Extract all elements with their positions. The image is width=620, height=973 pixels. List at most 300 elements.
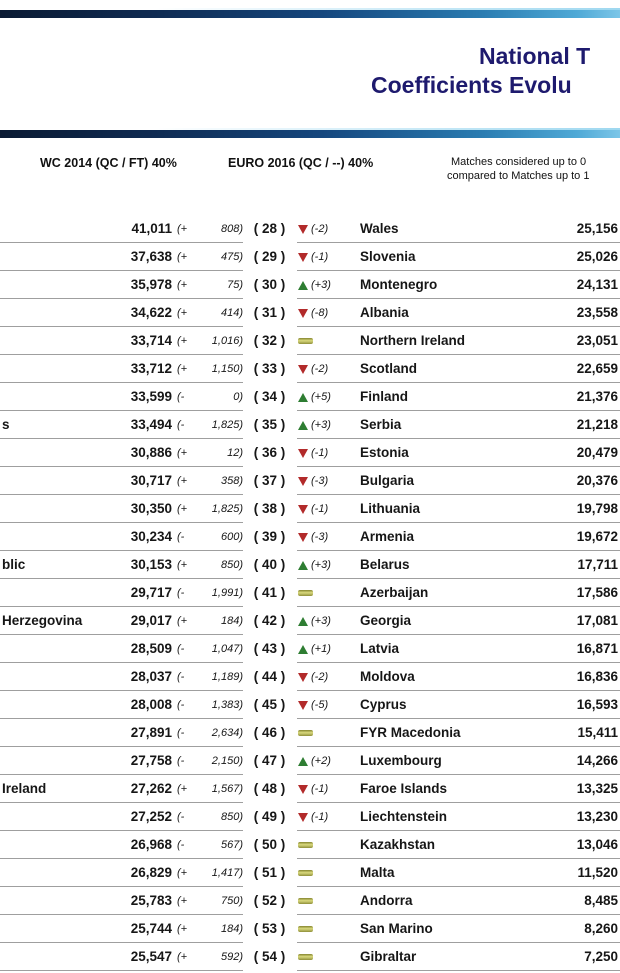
rank-number: ( 34 ) [253, 389, 286, 404]
down-triangle-icon [298, 477, 308, 486]
wc2014-delta [177, 607, 243, 635]
wc2014-delta [177, 299, 243, 327]
delta-amount: 850) [220, 811, 243, 823]
movement-indicator [298, 467, 354, 495]
down-triangle-icon [298, 701, 308, 710]
no-change-icon [298, 954, 313, 960]
rankings-table [0, 215, 620, 971]
movement-indicator [298, 747, 354, 775]
no-change-icon [298, 338, 313, 344]
rank-number: ( 50 ) [253, 837, 286, 852]
movement-indicator [298, 607, 354, 635]
euro2016-coefficient: 25,026 [576, 249, 618, 264]
movement-indicator [298, 495, 354, 523]
row-divider-left [0, 970, 243, 971]
rank-number: ( 54 ) [253, 949, 286, 964]
rank-number: ( 47 ) [253, 753, 286, 768]
wc2014-coefficient: 30,886 [130, 445, 172, 460]
country-name: Georgia [360, 613, 412, 628]
delta-sign: (+ [177, 895, 188, 907]
euro2016-coefficient: 24,131 [576, 277, 618, 292]
movement-indicator [298, 243, 354, 271]
movement-label: (-2) [311, 223, 329, 235]
rank-number: ( 37 ) [253, 473, 286, 488]
wc2014-delta [177, 467, 243, 495]
delta-amount: 600) [220, 531, 243, 543]
wc2014-delta [177, 523, 243, 551]
euro2016-coefficient: 13,046 [576, 837, 618, 852]
wc2014-delta [177, 579, 243, 607]
up-triangle-icon [298, 617, 308, 626]
rank-number: ( 29 ) [253, 249, 286, 264]
delta-sign: (+ [177, 867, 188, 879]
wc2014-delta [177, 747, 243, 775]
delta-sign: (+ [177, 951, 188, 963]
rank-number: ( 40 ) [253, 557, 286, 572]
down-triangle-icon [298, 449, 308, 458]
delta-amount: 358) [220, 475, 243, 487]
column-header-euro2016: EURO 2016 (QC / --) 40% [228, 156, 374, 170]
down-triangle-icon [298, 533, 308, 542]
movement-indicator [298, 383, 354, 411]
delta-sign: (+ [177, 335, 188, 347]
header-divider-bar [0, 130, 620, 138]
rank-number: ( 32 ) [253, 333, 286, 348]
movement-label: (-1) [311, 811, 329, 823]
country-name: Malta [360, 865, 395, 880]
wc2014-delta [177, 803, 243, 831]
table-row [0, 271, 620, 299]
table-row [0, 747, 620, 775]
wc2014-delta [177, 411, 243, 439]
delta-amount: 475) [220, 251, 243, 263]
top-divider-bar [0, 10, 620, 18]
rank-number: ( 38 ) [253, 501, 286, 516]
delta-amount: 750) [220, 895, 243, 907]
table-row [0, 859, 620, 887]
country-name: Gibraltar [360, 949, 417, 964]
table-row [0, 607, 620, 635]
movement-label: (-2) [311, 671, 329, 683]
down-triangle-icon [298, 253, 308, 262]
movement-label: (+3) [311, 615, 331, 627]
country-name: Luxembourg [360, 753, 442, 768]
wc2014-coefficient: 29,017 [130, 613, 172, 628]
up-triangle-icon [298, 281, 308, 290]
left-country-fragment: s [2, 417, 10, 432]
rank-number: ( 48 ) [253, 781, 286, 796]
movement-label: (-1) [311, 447, 329, 459]
rank-number: ( 45 ) [253, 697, 286, 712]
movement-indicator [298, 887, 354, 915]
euro2016-coefficient: 14,266 [576, 753, 618, 768]
table-row [0, 887, 620, 915]
wc2014-delta [177, 719, 243, 747]
delta-amount: 1,417) [211, 867, 243, 879]
up-triangle-icon [298, 421, 308, 430]
wc2014-delta [177, 663, 243, 691]
delta-amount: 808) [220, 223, 243, 235]
rank-number: ( 42 ) [253, 613, 286, 628]
country-name: Montenegro [360, 277, 438, 292]
movement-indicator [298, 803, 354, 831]
wc2014-coefficient: 27,262 [130, 781, 172, 796]
delta-sign: (+ [177, 447, 188, 459]
delta-sign: (+ [177, 363, 188, 375]
left-country-fragment: Herzegovina [2, 613, 83, 628]
matches-note-line1: Matches considered up to 0 [451, 156, 587, 168]
delta-sign: (- [177, 587, 185, 599]
euro2016-coefficient: 17,586 [576, 585, 618, 600]
delta-amount: 414) [220, 307, 243, 319]
wc2014-coefficient: 41,011 [131, 221, 172, 236]
column-header-wc2014: WC 2014 (QC / FT) 40% [40, 156, 177, 170]
wc2014-delta [177, 775, 243, 803]
rank-number: ( 53 ) [253, 921, 286, 936]
country-name: San Marino [360, 921, 433, 936]
country-name: Bulgaria [360, 473, 415, 488]
euro2016-coefficient: 20,376 [576, 473, 618, 488]
wc2014-coefficient: 25,547 [130, 949, 172, 964]
delta-sign: (- [177, 699, 185, 711]
country-name: Northern Ireland [360, 333, 466, 348]
wc2014-coefficient: 27,758 [130, 753, 172, 768]
delta-amount: 184) [220, 923, 243, 935]
table-row [0, 523, 620, 551]
down-triangle-icon [298, 309, 308, 318]
table-row [0, 355, 620, 383]
table-row [0, 915, 620, 943]
rank-number: ( 41 ) [253, 585, 286, 600]
country-name: FYR Macedonia [360, 725, 461, 740]
wc2014-delta [177, 887, 243, 915]
delta-amount: 1,825) [211, 419, 243, 431]
delta-sign: (+ [177, 615, 188, 627]
table-row [0, 691, 620, 719]
movement-label: (-1) [311, 251, 329, 263]
euro2016-coefficient: 21,218 [576, 417, 618, 432]
delta-sign: (- [177, 755, 185, 767]
wc2014-delta [177, 635, 243, 663]
country-name: Cyprus [360, 697, 407, 712]
wc2014-coefficient: 30,234 [130, 529, 172, 544]
delta-sign: (+ [177, 251, 188, 263]
wc2014-coefficient: 25,783 [130, 893, 172, 908]
movement-indicator [298, 523, 354, 551]
wc2014-coefficient: 30,153 [130, 557, 172, 572]
euro2016-coefficient: 16,836 [576, 669, 618, 684]
movement-indicator [298, 271, 354, 299]
movement-label: (-3) [311, 531, 329, 543]
country-name: Estonia [360, 445, 409, 460]
delta-amount: 1,991) [211, 587, 243, 599]
table-row [0, 551, 620, 579]
delta-amount: 1,150) [211, 363, 243, 375]
table-row [0, 215, 620, 243]
matches-note-line2: compared to Matches up to 1 [447, 169, 590, 182]
up-triangle-icon [298, 645, 308, 654]
table-row [0, 299, 620, 327]
wc2014-delta [177, 383, 243, 411]
country-name: Azerbaijan [360, 585, 429, 600]
movement-indicator [298, 663, 354, 691]
rank-number: ( 51 ) [253, 865, 286, 880]
movement-label: (-8) [311, 307, 329, 319]
wc2014-coefficient: 28,037 [130, 669, 172, 684]
table-row [0, 243, 620, 271]
wc2014-delta [177, 215, 243, 243]
rank-number: ( 39 ) [253, 529, 286, 544]
country-name: Moldova [360, 669, 415, 684]
movement-indicator [298, 943, 354, 971]
movement-indicator [298, 411, 354, 439]
wc2014-coefficient: 27,891 [130, 725, 172, 740]
movement-label: (+3) [311, 559, 331, 571]
euro2016-coefficient: 23,051 [576, 333, 618, 348]
down-triangle-icon [298, 813, 308, 822]
movement-label: (+1) [311, 643, 331, 655]
wc2014-coefficient: 28,509 [130, 641, 172, 656]
movement-label: (-1) [311, 783, 329, 795]
wc2014-delta [177, 327, 243, 355]
euro2016-coefficient: 15,411 [577, 725, 618, 740]
table-row [0, 579, 620, 607]
down-triangle-icon [298, 673, 308, 682]
country-name: Andorra [360, 893, 413, 908]
delta-amount: 1,825) [211, 503, 243, 515]
euro2016-coefficient: 7,250 [584, 949, 618, 964]
movement-label: (-2) [311, 363, 329, 375]
delta-amount: 1,383) [211, 699, 243, 711]
movement-indicator [298, 775, 354, 803]
euro2016-coefficient: 17,081 [576, 613, 618, 628]
delta-sign: (- [177, 531, 185, 543]
country-name: Slovenia [360, 249, 416, 264]
wc2014-delta [177, 691, 243, 719]
country-name: Serbia [360, 417, 402, 432]
movement-indicator [298, 635, 354, 663]
table-row [0, 803, 620, 831]
wc2014-delta [177, 915, 243, 943]
wc2014-delta [177, 943, 243, 971]
country-name: Wales [360, 221, 399, 236]
country-name: Finland [360, 389, 408, 404]
delta-amount: 850) [220, 559, 243, 571]
movement-label: (+3) [311, 419, 331, 431]
down-triangle-icon [298, 505, 308, 514]
wc2014-coefficient: 30,717 [130, 473, 172, 488]
movement-label: (+5) [311, 391, 331, 403]
delta-sign: (+ [177, 503, 188, 515]
euro2016-coefficient: 8,485 [584, 893, 618, 908]
wc2014-coefficient: 35,978 [130, 277, 172, 292]
country-name: Lithuania [360, 501, 420, 516]
delta-sign: (- [177, 419, 185, 431]
rank-number: ( 36 ) [253, 445, 286, 460]
delta-amount: 1,016) [211, 335, 243, 347]
movement-indicator [298, 299, 354, 327]
rank-number: ( 30 ) [253, 277, 286, 292]
delta-amount: 184) [220, 615, 243, 627]
delta-amount: 1,189) [211, 671, 243, 683]
delta-sign: (- [177, 811, 185, 823]
euro2016-coefficient: 25,156 [576, 221, 618, 236]
table-row [0, 635, 620, 663]
country-name: Latvia [360, 641, 400, 656]
country-name: Albania [360, 305, 409, 320]
wc2014-delta [177, 495, 243, 523]
wc2014-delta [177, 439, 243, 467]
country-name: Armenia [360, 529, 415, 544]
table-row [0, 943, 620, 971]
delta-sign: (- [177, 643, 185, 655]
table-row [0, 495, 620, 523]
euro2016-coefficient: 19,672 [576, 529, 618, 544]
wc2014-coefficient: 29,717 [130, 585, 172, 600]
euro2016-coefficient: 13,230 [576, 809, 618, 824]
delta-sign: (+ [177, 223, 188, 235]
euro2016-coefficient: 8,260 [584, 921, 618, 936]
euro2016-coefficient: 17,711 [577, 557, 618, 572]
page-title [0, 41, 620, 133]
wc2014-delta [177, 859, 243, 887]
wc2014-delta [177, 243, 243, 271]
delta-sign: (+ [177, 475, 188, 487]
row-divider-right [297, 970, 620, 971]
wc2014-coefficient: 26,829 [130, 865, 172, 880]
movement-indicator [298, 831, 354, 859]
wc2014-coefficient: 33,599 [130, 389, 172, 404]
movement-indicator [298, 719, 354, 747]
delta-sign: (+ [177, 923, 188, 935]
euro2016-coefficient: 21,376 [576, 389, 618, 404]
up-triangle-icon [298, 393, 308, 402]
delta-sign: (+ [177, 783, 188, 795]
delta-amount: 0) [233, 391, 243, 403]
movement-indicator [298, 215, 354, 243]
wc2014-coefficient: 27,252 [130, 809, 172, 824]
delta-sign: (- [177, 671, 185, 683]
movement-indicator [298, 439, 354, 467]
country-name: Kazakhstan [360, 837, 436, 852]
wc2014-coefficient: 33,712 [130, 361, 172, 376]
euro2016-coefficient: 16,871 [576, 641, 618, 656]
wc2014-coefficient: 26,968 [130, 837, 172, 852]
table-row [0, 775, 620, 803]
down-triangle-icon [298, 225, 308, 234]
table-row [0, 383, 620, 411]
up-triangle-icon [298, 757, 308, 766]
wc2014-coefficient: 33,494 [130, 417, 172, 432]
delta-amount: 2,150) [211, 755, 243, 767]
left-country-fragment: blic [2, 557, 26, 572]
rank-number: ( 46 ) [253, 725, 286, 740]
delta-amount: 1,567) [211, 783, 243, 795]
movement-indicator [298, 915, 354, 943]
rank-number: ( 35 ) [253, 417, 286, 432]
movement-label: (-3) [311, 475, 329, 487]
table-row [0, 719, 620, 747]
delta-sign: (+ [177, 307, 188, 319]
euro2016-coefficient: 19,798 [576, 501, 618, 516]
wc2014-delta [177, 355, 243, 383]
table-row [0, 467, 620, 495]
table-row [0, 439, 620, 467]
no-change-icon [298, 898, 313, 904]
no-change-icon [298, 590, 313, 596]
movement-indicator [298, 859, 354, 887]
rank-number: ( 33 ) [253, 361, 286, 376]
movement-indicator [298, 551, 354, 579]
delta-amount: 2,634) [211, 727, 243, 739]
country-name: Liechtenstein [360, 809, 448, 824]
matches-considered-note [447, 156, 589, 183]
movement-indicator [298, 355, 354, 383]
country-name: Belarus [360, 557, 410, 572]
wc2014-coefficient: 28,008 [130, 697, 172, 712]
wc2014-delta [177, 831, 243, 859]
no-change-icon [298, 842, 313, 848]
movement-label: (+3) [311, 279, 331, 291]
euro2016-coefficient: 20,479 [576, 445, 618, 460]
rank-number: ( 44 ) [253, 669, 286, 684]
movement-indicator [298, 579, 354, 607]
euro2016-coefficient: 22,659 [576, 361, 618, 376]
down-triangle-icon [298, 365, 308, 374]
euro2016-coefficient: 16,593 [576, 697, 618, 712]
down-triangle-icon [298, 785, 308, 794]
country-name: Faroe Islands [360, 781, 448, 796]
delta-amount: 12) [227, 447, 243, 459]
delta-sign: (+ [177, 279, 188, 291]
movement-label: (-5) [311, 699, 329, 711]
rank-number: ( 31 ) [253, 305, 286, 320]
no-change-icon [298, 870, 313, 876]
delta-amount: 567) [220, 839, 243, 851]
wc2014-coefficient: 30,350 [130, 501, 172, 516]
delta-amount: 75) [227, 279, 243, 291]
table-row [0, 831, 620, 859]
wc2014-coefficient: 34,622 [130, 305, 172, 320]
delta-amount: 1,047) [211, 643, 243, 655]
euro2016-coefficient: 23,558 [576, 305, 618, 320]
table-row [0, 663, 620, 691]
movement-label: (+2) [311, 755, 331, 767]
wc2014-coefficient: 33,714 [130, 333, 172, 348]
wc2014-coefficient: 37,638 [130, 249, 172, 264]
no-change-icon [298, 926, 313, 932]
no-change-icon [298, 730, 313, 736]
movement-label: (-1) [311, 503, 329, 515]
delta-sign: (- [177, 391, 185, 403]
delta-sign: (+ [177, 559, 188, 571]
wc2014-delta [177, 271, 243, 299]
movement-indicator [298, 691, 354, 719]
table-row [0, 411, 620, 439]
table-row [0, 327, 620, 355]
rank-number: ( 28 ) [253, 221, 286, 236]
delta-amount: 592) [220, 951, 243, 963]
movement-indicator [298, 327, 354, 355]
euro2016-coefficient: 13,325 [576, 781, 618, 796]
page-title-line1: National T [479, 43, 591, 69]
delta-sign: (- [177, 727, 185, 739]
wc2014-delta [177, 551, 243, 579]
page-title-line2: Coefficients Evolu [371, 72, 572, 98]
up-triangle-icon [298, 561, 308, 570]
rank-number: ( 52 ) [253, 893, 286, 908]
left-country-fragment: Ireland [2, 781, 47, 796]
